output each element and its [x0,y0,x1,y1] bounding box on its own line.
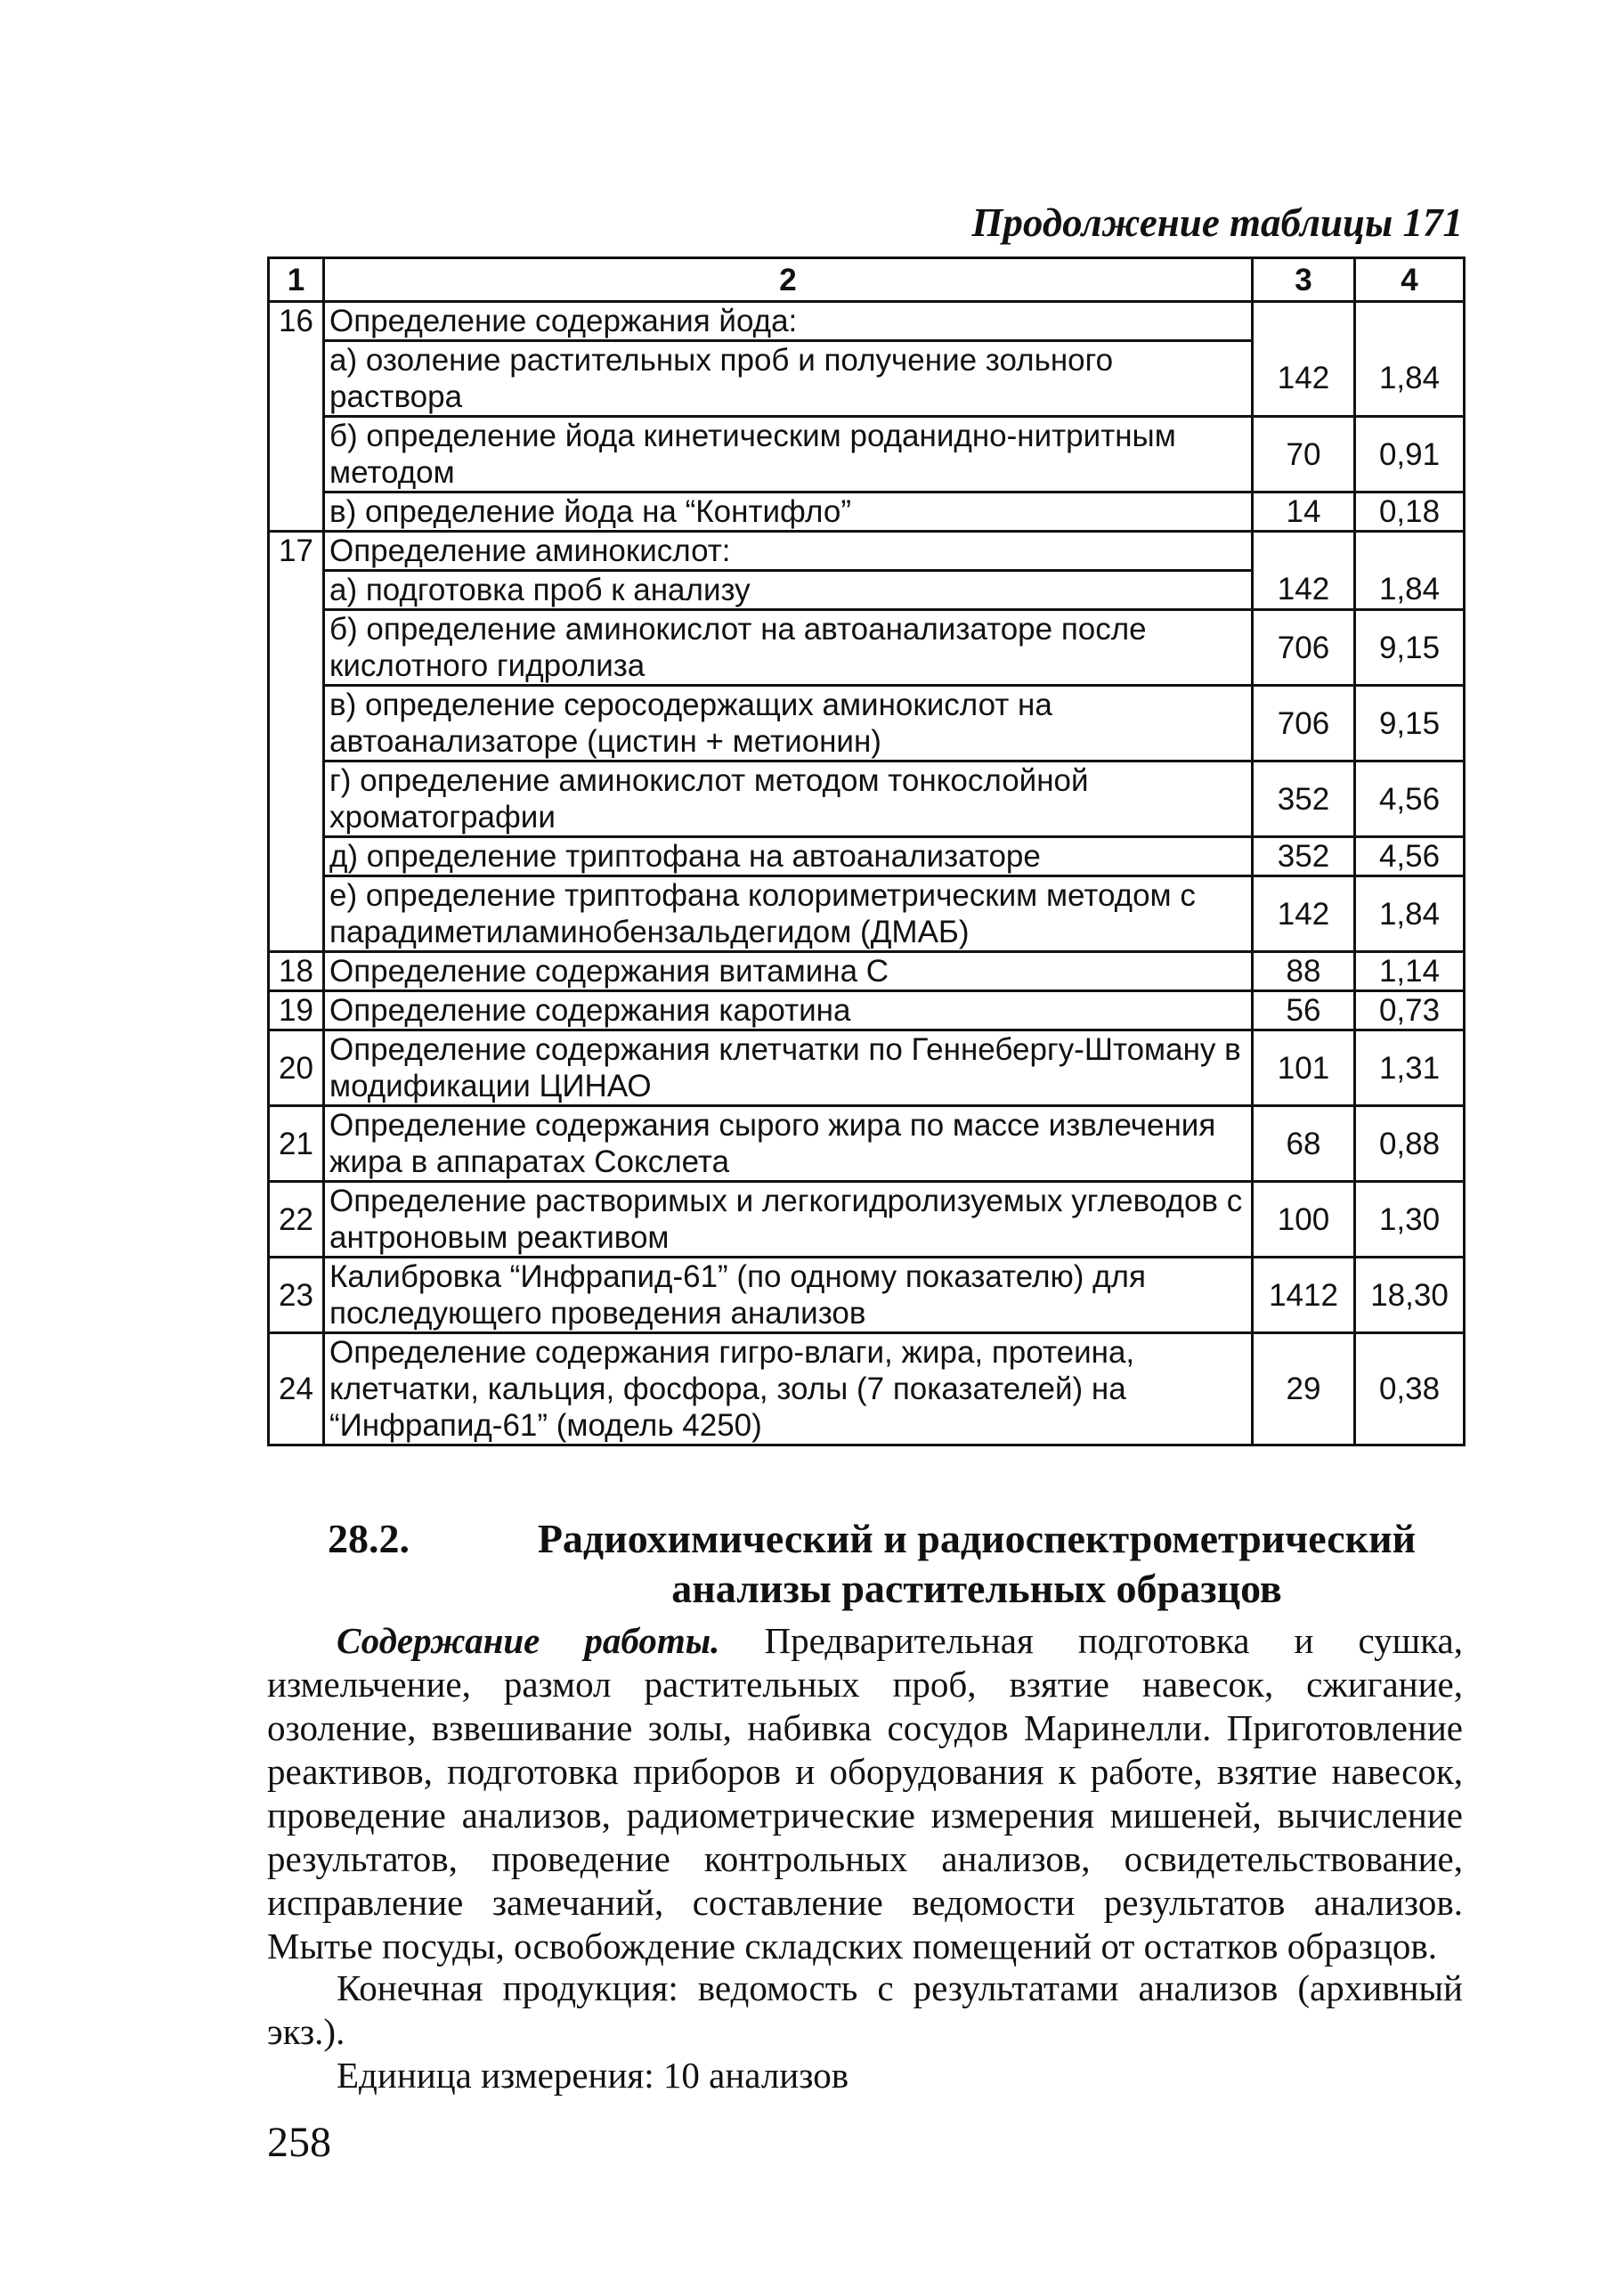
row-number: 23 [269,1258,324,1333]
row-col4: 1,31 [1355,1030,1465,1106]
row-col4: 0,73 [1355,991,1465,1030]
row-col4: 1,84 [1355,571,1465,610]
paragraph-content [267,1619,1463,1968]
row-col4: 0,38 [1355,1333,1465,1445]
paragraph-lead: Содержание работы. [337,1620,720,1661]
table-row [269,686,1465,761]
table-row [269,952,1465,991]
row-col3: 142 [1253,571,1355,610]
table-row [269,610,1465,686]
row-number: 21 [269,1106,324,1182]
row-text: Определение содержания каротина [324,991,1253,1030]
row-text: в) определение серосодержащих аминокислот на автоанализаторе (цистин + метионин) [324,686,1253,761]
row-number: 20 [269,1030,324,1106]
row-text: Определение содержания гигро-влаги, жира, протеина, клетчатки, кальция, фосфора, золы (7 показателей) на “Инфрапид-61” (модель 4250) [324,1333,1253,1445]
row-number: 18 [269,952,324,991]
row-col3: 56 [1253,991,1355,1030]
row-col3 [1253,532,1355,571]
row-col4: 4,56 [1355,837,1465,876]
paragraph-body: Предварительная подготовка и сушка, измельчение, размол растительных проб, взятие навесок, сжигание, озоление, взвешивание золы, набивка сосудов Маринелли. Приготовление реактивов, подготовка приборов и оборудования к работе, взятие навесок, проведение анализов, радиометрические измерения мишеней, вычисление результатов, проведение контрольных анализов, освидетельствование, исправление замечаний, составление ведомости результатов анализов. Мытье посуды, освобождение складских помещений от остатков образцов. [267,1620,1463,1966]
row-col3 [1253,302,1355,341]
row-text: а) озоление растительных проб и получение зольного раствора [324,341,1253,417]
row-col3: 1412 [1253,1258,1355,1333]
row-col4: 1,14 [1355,952,1465,991]
header-col-2: 2 [324,258,1253,302]
row-col4 [1355,302,1465,341]
row-col4: 0,18 [1355,493,1465,532]
header-col-1: 1 [269,258,324,302]
paragraph-final-product: Конечная продукция: ведомость с результатами анализов (архивный экз.). [267,1967,1463,2052]
row-col3: 352 [1253,837,1355,876]
table-row [269,1182,1465,1258]
row-col3: 101 [1253,1030,1355,1106]
table-row [269,837,1465,876]
row-text: Определение содержания йода: [324,302,1253,341]
row-col4: 9,15 [1355,610,1465,686]
table-row [269,761,1465,837]
row-text: Определение содержания витамина С [324,952,1253,991]
section-title: Радиохимический и радиоспектрометрический анализы растительных образцов [537,1516,1417,1611]
row-col4 [1355,532,1465,571]
row-col3: 352 [1253,761,1355,837]
table-row [269,1106,1465,1182]
row-number: 22 [269,1182,324,1258]
row-text: а) подготовка проб к анализу [324,571,1253,610]
table-row [269,341,1465,417]
row-text: Определение аминокислот: [324,532,1253,571]
row-number: 19 [269,991,324,1030]
table-row [269,991,1465,1030]
table-row [269,1258,1465,1333]
row-col4: 18,30 [1355,1258,1465,1333]
row-col4: 4,56 [1355,761,1465,837]
header-col-4: 4 [1355,258,1465,302]
row-col4: 1,84 [1355,341,1465,417]
page-number: 258 [267,2119,331,2166]
section-number: 28.2. [328,1516,410,1561]
row-text: д) определение триптофана на автоанализаторе [324,837,1253,876]
table-row [269,493,1465,532]
paragraph-unit: Единица измерения: 10 анализов [337,2055,849,2096]
table-row [269,1030,1465,1106]
table-caption: Продолжение таблицы 171 [971,200,1463,245]
row-col3: 706 [1253,686,1355,761]
row-col3: 14 [1253,493,1355,532]
table-row [269,571,1465,610]
work-norms-table [267,256,1466,1446]
row-col3: 70 [1253,417,1355,493]
table-row [269,417,1465,493]
row-text: б) определение аминокислот на автоанализаторе после кислотного гидролиза [324,610,1253,686]
row-text: е) определение триптофана колориметрическим методом с парадиметиламинобензальдегидом (ДМАБ) [324,876,1253,952]
header-col-3: 3 [1253,258,1355,302]
row-text: Определение растворимых и легкогидролизуемых углеводов с антроновым реактивом [324,1182,1253,1258]
row-col3: 29 [1253,1333,1355,1445]
row-col3: 706 [1253,610,1355,686]
row-col3: 88 [1253,952,1355,991]
row-text: в) определение йода на “Контифло” [324,493,1253,532]
row-number: 24 [269,1333,324,1445]
row-text: Калибровка “Инфрапид-61” (по одному показателю) для последующего проведения анализов [324,1258,1253,1333]
table-row [269,876,1465,952]
row-col4: 1,30 [1355,1182,1465,1258]
row-col3: 68 [1253,1106,1355,1182]
row-col3: 142 [1253,876,1355,952]
row-col4: 0,91 [1355,417,1465,493]
table-row [269,302,1465,341]
row-number: 17 [269,532,324,952]
row-col3: 100 [1253,1182,1355,1258]
row-number: 16 [269,302,324,532]
row-col3: 142 [1253,341,1355,417]
row-col4: 1,84 [1355,876,1465,952]
table-row [269,532,1465,571]
row-text: Определение содержания сырого жира по массе извлечения жира в аппаратах Сокслета [324,1106,1253,1182]
row-text: б) определение йода кинетическим роданидно-нитритным методом [324,417,1253,493]
table-row [269,1333,1465,1445]
row-text: г) определение аминокислот методом тонкослойной хроматографии [324,761,1253,837]
row-text: Определение содержания клетчатки по Геннебергу-Штоману в модификации ЦИНАО [324,1030,1253,1106]
row-col4: 9,15 [1355,686,1465,761]
table-header-row [269,258,1465,302]
row-col4: 0,88 [1355,1106,1465,1182]
